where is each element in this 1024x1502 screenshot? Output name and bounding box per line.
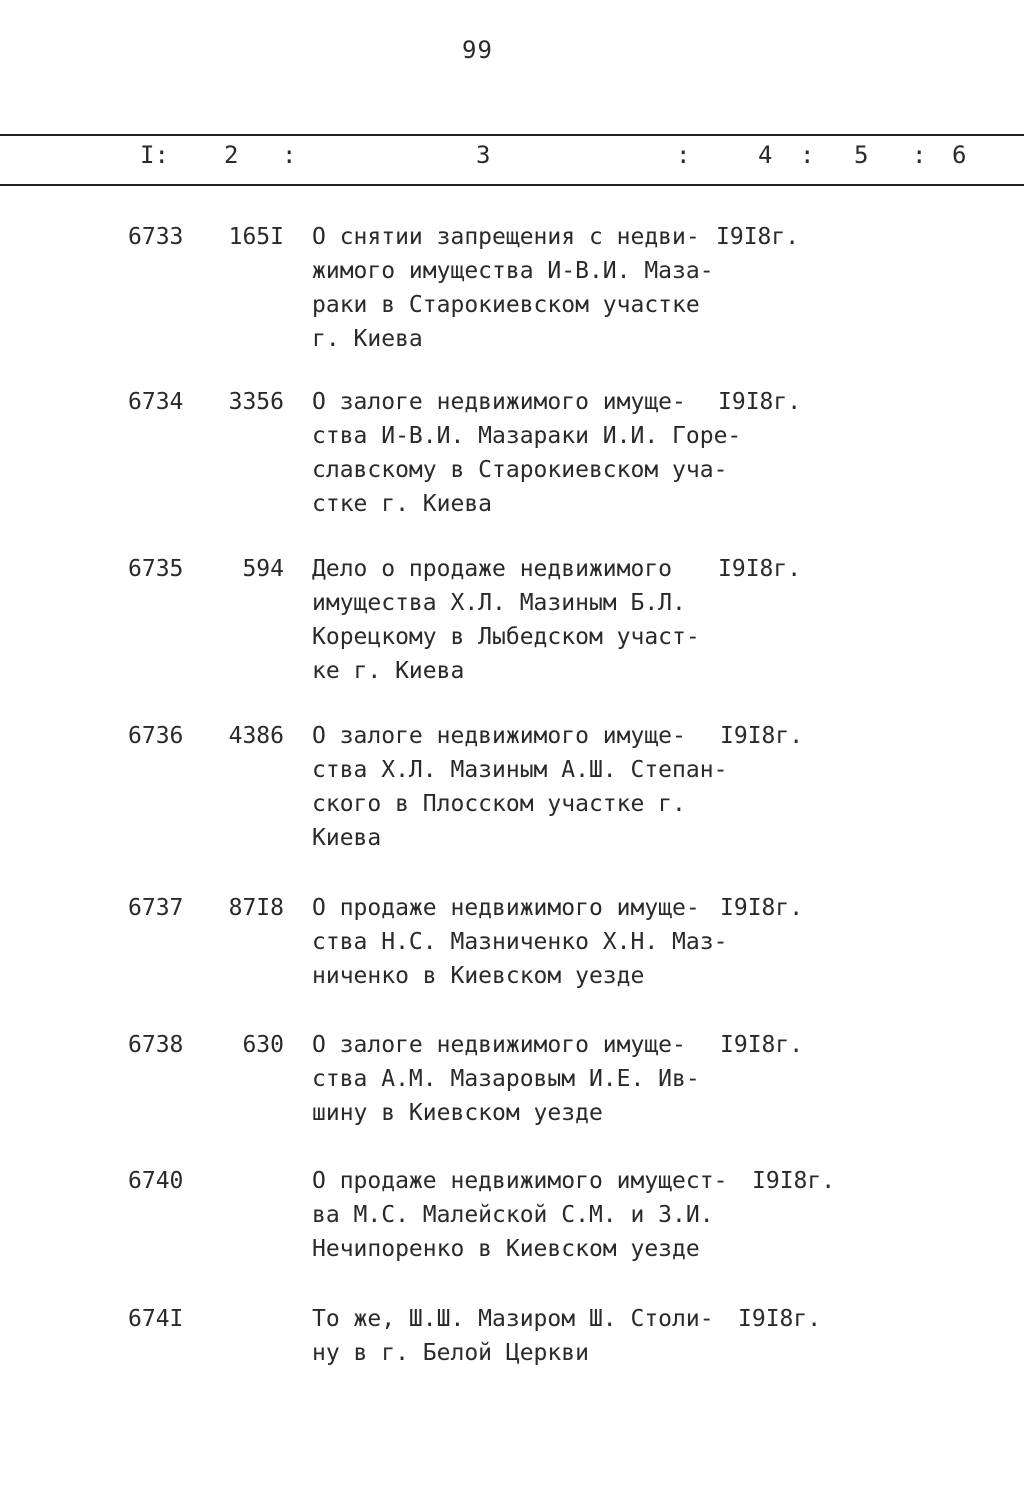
column-header-2: 2 [224, 141, 239, 169]
entry-description: О снятии запрещения с недви- жимого имущества И-В.И. Маза- раки в Старокиевском участке г. Киева [312, 224, 714, 352]
entry-year: I9I8г. [720, 723, 804, 749]
column-header-6: 6 [952, 141, 967, 169]
entry-number: 674I [128, 1306, 184, 1332]
column-separator: : [912, 141, 927, 169]
entry-year: I9I8г. [738, 1306, 822, 1332]
column-header-4: 4 [758, 141, 773, 169]
entry-description: О продаже недвижимого имуще- ства Н.С. Мазниченко Х.Н. Маз- ниченко в Киевском уезде [312, 895, 728, 989]
old-number: 87I8 [228, 895, 284, 921]
entry-year: I9I8г. [752, 1168, 836, 1194]
entry-number: 6733 [128, 224, 184, 250]
table-header-rule [0, 184, 1024, 186]
table-top-rule [0, 134, 1024, 136]
entry-number: 6737 [128, 895, 184, 921]
old-number: 594 [242, 556, 284, 582]
old-number: 165I [228, 224, 284, 250]
entry-year: I9I8г. [718, 389, 802, 415]
entry-number: 6735 [128, 556, 184, 582]
old-number: 630 [242, 1032, 284, 1058]
column-header-3: 3 [476, 141, 491, 169]
entry-year: I9I8г. [716, 224, 800, 250]
old-number: 4386 [228, 723, 284, 749]
entry-number: 6740 [128, 1168, 184, 1194]
entry-description: То же, Ш.Ш. Мазиром Ш. Столи- ну в г. Белой Церкви [312, 1306, 714, 1366]
entry-description: О залоге недвижимого имуще- ства А.М. Мазаровым И.Е. Ив- шину в Киевском уезде [312, 1032, 700, 1126]
entry-description: О продаже недвижимого имущест- ва М.С. Малейской С.М. и З.И. Нечипоренко в Киевском уезде [312, 1168, 728, 1262]
entry-year: I9I8г. [718, 556, 802, 582]
column-header-5: 5 [854, 141, 869, 169]
entry-description: О залоге недвижимого имуще- ства Х.Л. Мазиным А.Ш. Степан- ского в Плосском участке г. Киева [312, 723, 728, 851]
column-separator: : [282, 141, 297, 169]
page-number: 99 [462, 36, 493, 64]
entry-year: I9I8г. [720, 895, 804, 921]
entry-number: 6734 [128, 389, 184, 415]
column-separator: : [800, 141, 815, 169]
entry-description: О залоге недвижимого имуще- ства И-В.И. Мазараки И.И. Горе- славскому в Старокиевском уча- стке г. Киева [312, 389, 742, 517]
entry-description: Дело о продаже недвижимого имущества Х.Л. Мазиным Б.Л. Корецкому в Лыбедском участ- ке г. Киева [312, 556, 700, 684]
entry-year: I9I8г. [720, 1032, 804, 1058]
entry-number: 6738 [128, 1032, 184, 1058]
old-number: 3356 [228, 389, 284, 415]
entry-number: 6736 [128, 723, 184, 749]
column-header-1: I: [140, 141, 169, 169]
column-separator: : [676, 141, 691, 169]
